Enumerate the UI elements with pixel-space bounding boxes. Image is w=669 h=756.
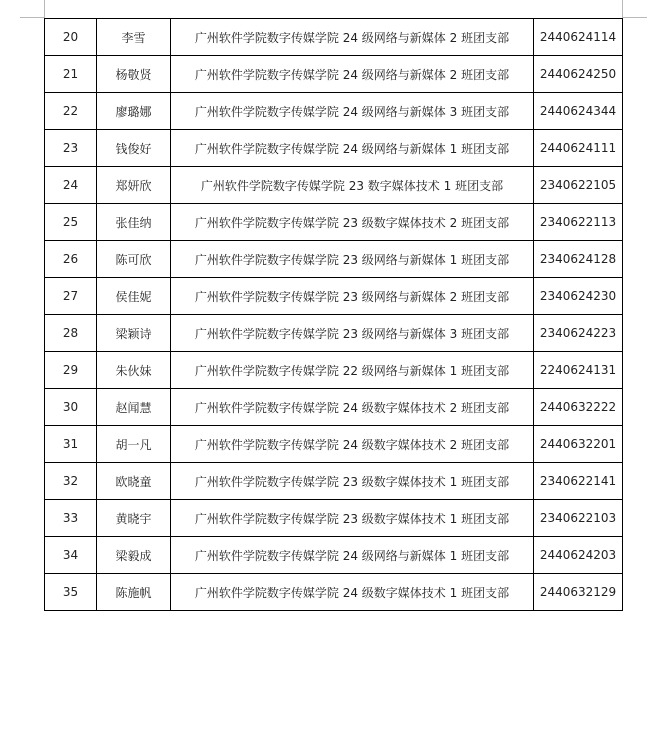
- branch-name-cell: 广州软件学院数字传媒学院 23 级网络与新媒体 3 班团支部: [171, 315, 534, 352]
- row-number-cell: 22: [45, 93, 97, 130]
- student-id-cell: 2340624223: [534, 315, 623, 352]
- table-row: [45, 574, 623, 611]
- row-number-cell: 33: [45, 500, 97, 537]
- student-id-cell: 2340622141: [534, 463, 623, 500]
- student-id-cell: 2440632129: [534, 574, 623, 611]
- branch-name-cell: 广州软件学院数字传媒学院 24 级网络与新媒体 1 班团支部: [171, 130, 534, 167]
- branch-name-cell: 广州软件学院数字传媒学院 24 级网络与新媒体 2 班团支部: [171, 19, 534, 56]
- row-number-cell: 27: [45, 278, 97, 315]
- page-corner-mark-left: [20, 0, 45, 18]
- member-name-cell: 杨敬贤: [97, 56, 171, 93]
- table-row: [45, 130, 623, 167]
- branch-name-cell: 广州软件学院数字传媒学院 23 数字媒体技术 1 班团支部: [171, 167, 534, 204]
- row-number-cell: 28: [45, 315, 97, 352]
- table-row: [45, 278, 623, 315]
- student-id-cell: 2440624344: [534, 93, 623, 130]
- member-name-cell: 侯佳妮: [97, 278, 171, 315]
- member-name-cell: 黄晓宇: [97, 500, 171, 537]
- student-id-cell: 2340622105: [534, 167, 623, 204]
- table-row: [45, 500, 623, 537]
- student-id-cell: 2440624203: [534, 537, 623, 574]
- student-id-cell: 2340624230: [534, 278, 623, 315]
- row-number-cell: 26: [45, 241, 97, 278]
- member-name-cell: 钱俊好: [97, 130, 171, 167]
- member-name-cell: 陈可欣: [97, 241, 171, 278]
- branch-name-cell: 广州软件学院数字传媒学院 24 级数字媒体技术 2 班团支部: [171, 426, 534, 463]
- member-name-cell: 梁颖诗: [97, 315, 171, 352]
- student-id-cell: 2440624111: [534, 130, 623, 167]
- branch-name-cell: 广州软件学院数字传媒学院 22 级网络与新媒体 1 班团支部: [171, 352, 534, 389]
- member-name-cell: 郑妍欣: [97, 167, 171, 204]
- member-name-cell: 欧晓童: [97, 463, 171, 500]
- student-id-cell: 2340622113: [534, 204, 623, 241]
- row-number-cell: 20: [45, 19, 97, 56]
- row-number-cell: 21: [45, 56, 97, 93]
- branch-name-cell: 广州软件学院数字传媒学院 24 级数字媒体技术 1 班团支部: [171, 574, 534, 611]
- member-name-cell: 张佳纳: [97, 204, 171, 241]
- branch-name-cell: 广州软件学院数字传媒学院 24 级网络与新媒体 3 班团支部: [171, 93, 534, 130]
- table-row: [45, 315, 623, 352]
- table-row: [45, 167, 623, 204]
- table-row: [45, 426, 623, 463]
- student-id-cell: 2440632201: [534, 426, 623, 463]
- row-number-cell: 35: [45, 574, 97, 611]
- table-row: [45, 389, 623, 426]
- table-row: [45, 463, 623, 500]
- student-id-cell: 2240624131: [534, 352, 623, 389]
- branch-name-cell: 广州软件学院数字传媒学院 23 级网络与新媒体 2 班团支部: [171, 278, 534, 315]
- page-corner-mark-right: [622, 0, 647, 18]
- member-table: [44, 18, 623, 611]
- member-name-cell: 胡一凡: [97, 426, 171, 463]
- student-id-cell: 2340622103: [534, 500, 623, 537]
- branch-name-cell: 广州软件学院数字传媒学院 24 级数字媒体技术 2 班团支部: [171, 389, 534, 426]
- table-row: [45, 204, 623, 241]
- row-number-cell: 31: [45, 426, 97, 463]
- table-row: [45, 352, 623, 389]
- table-row: [45, 241, 623, 278]
- branch-name-cell: 广州软件学院数字传媒学院 23 级数字媒体技术 2 班团支部: [171, 204, 534, 241]
- row-number-cell: 25: [45, 204, 97, 241]
- member-name-cell: 朱伙妹: [97, 352, 171, 389]
- member-name-cell: 廖璐娜: [97, 93, 171, 130]
- student-id-cell: 2440624250: [534, 56, 623, 93]
- branch-name-cell: 广州软件学院数字传媒学院 24 级网络与新媒体 1 班团支部: [171, 537, 534, 574]
- branch-name-cell: 广州软件学院数字传媒学院 23 级网络与新媒体 1 班团支部: [171, 241, 534, 278]
- row-number-cell: 34: [45, 537, 97, 574]
- member-name-cell: 李雪: [97, 19, 171, 56]
- table-row: [45, 93, 623, 130]
- member-name-cell: 赵闻慧: [97, 389, 171, 426]
- row-number-cell: 29: [45, 352, 97, 389]
- student-id-cell: 2440632222: [534, 389, 623, 426]
- table-row: [45, 19, 623, 56]
- row-number-cell: 23: [45, 130, 97, 167]
- branch-name-cell: 广州软件学院数字传媒学院 24 级网络与新媒体 2 班团支部: [171, 56, 534, 93]
- member-name-cell: 陈施帆: [97, 574, 171, 611]
- member-name-cell: 梁毅成: [97, 537, 171, 574]
- member-table-body: [45, 19, 623, 611]
- row-number-cell: 32: [45, 463, 97, 500]
- table-row: [45, 56, 623, 93]
- student-id-cell: 2340624128: [534, 241, 623, 278]
- branch-name-cell: 广州软件学院数字传媒学院 23 级数字媒体技术 1 班团支部: [171, 463, 534, 500]
- row-number-cell: 30: [45, 389, 97, 426]
- student-id-cell: 2440624114: [534, 19, 623, 56]
- row-number-cell: 24: [45, 167, 97, 204]
- branch-name-cell: 广州软件学院数字传媒学院 23 级数字媒体技术 1 班团支部: [171, 500, 534, 537]
- table-row: [45, 537, 623, 574]
